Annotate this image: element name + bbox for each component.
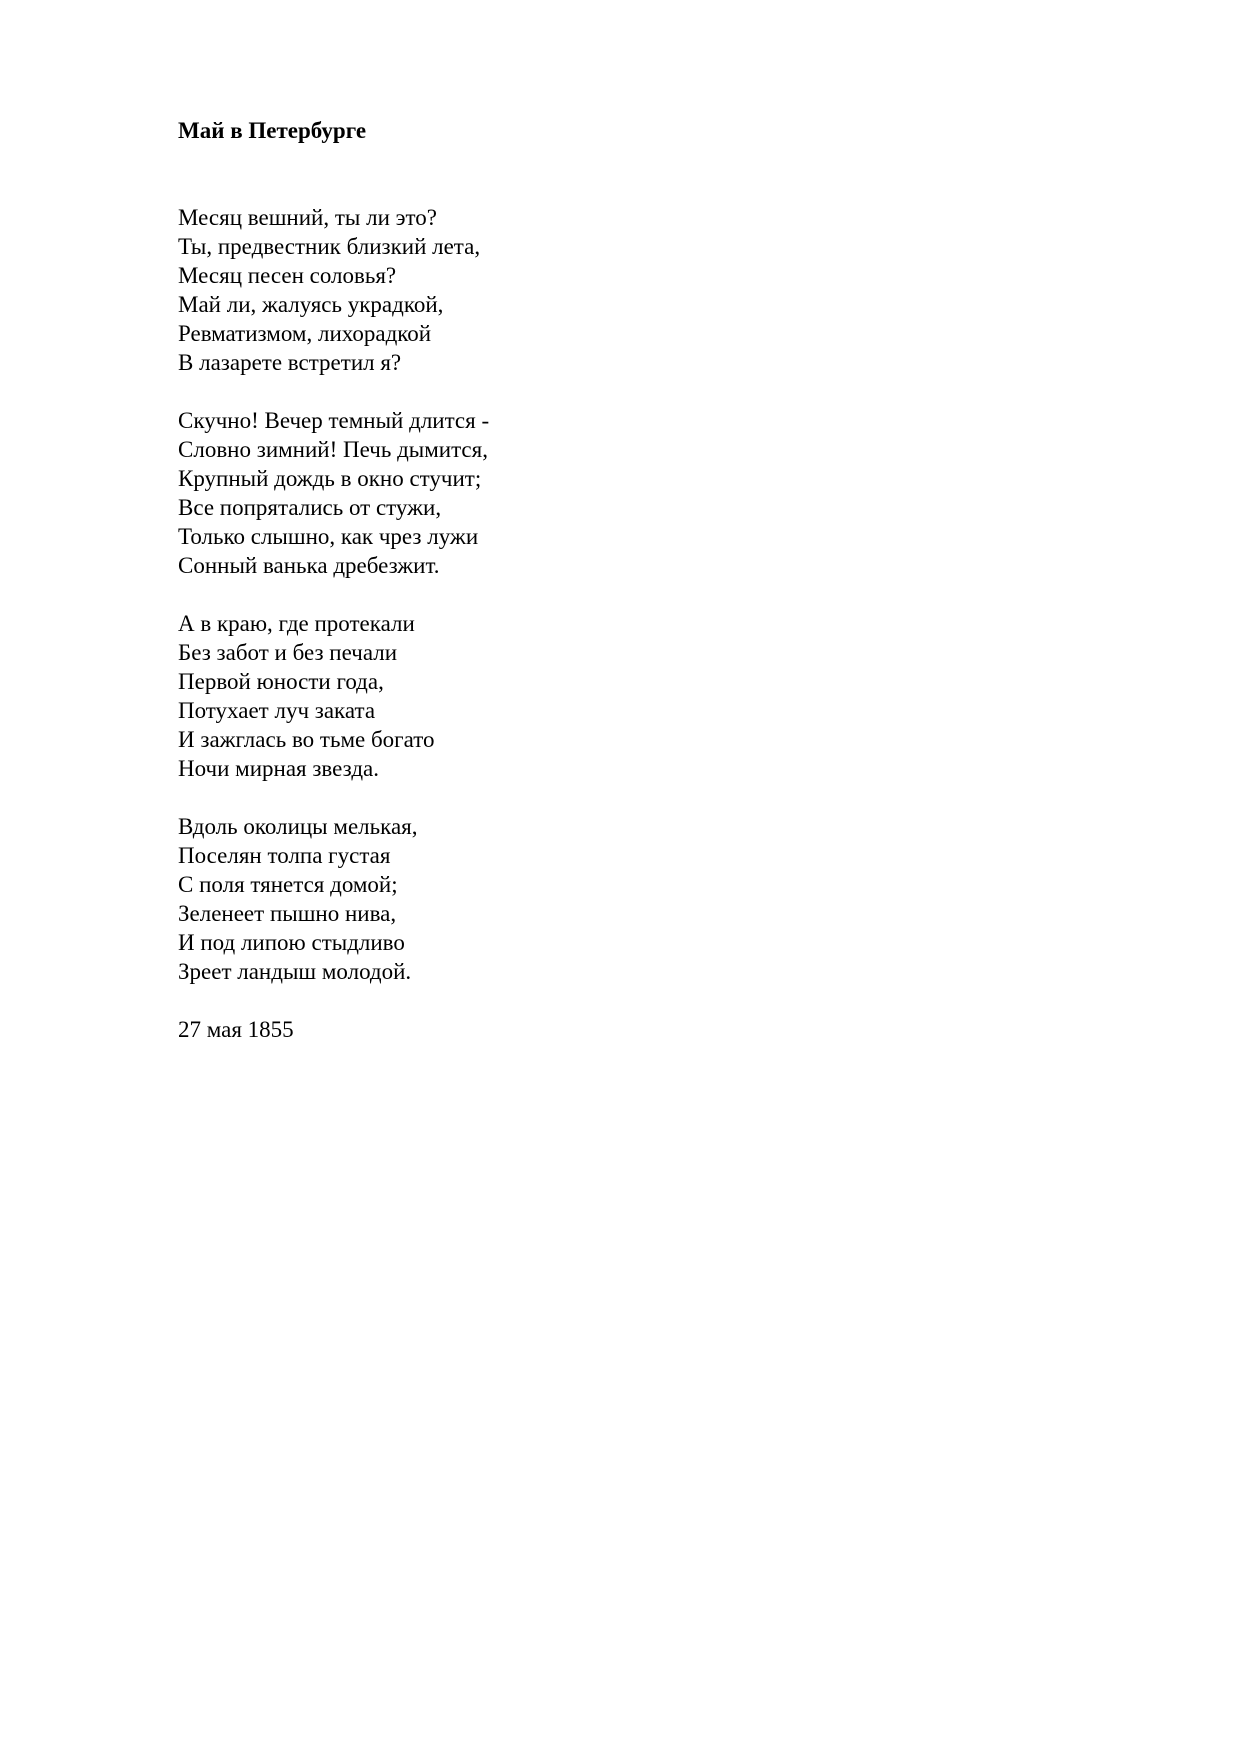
poem-date: 27 мая 1855	[178, 1017, 294, 1042]
poem-line: Зреет ландыш молодой.	[178, 959, 412, 984]
poem-title: Май в Петербурге	[178, 118, 367, 143]
stanza-3	[178, 609, 1078, 783]
poem-line: Словно зимний! Печь дымится,	[178, 437, 488, 462]
poem-line: Поселян толпа густая	[178, 843, 391, 868]
poem-line: Ночи мирная звезда.	[178, 756, 379, 781]
poem-line: Скучно! Вечер темный длится -	[178, 408, 490, 433]
poem-line: Месяц вешний, ты ли это?	[178, 205, 437, 230]
poem-line: И зажглась во тьме богато	[178, 727, 435, 752]
poem-line: Только слышно, как чрез лужи	[178, 524, 479, 549]
poem-line: Без забот и без печали	[178, 640, 398, 665]
poem-line: Зеленеет пышно нива,	[178, 901, 397, 926]
poem-line: Ты, предвестник близкий лета,	[178, 234, 481, 259]
poem-line: Вдоль околицы мелькая,	[178, 814, 418, 839]
poem-line: И под липою стыдливо	[178, 930, 405, 955]
poem-line: Май ли, жалуясь украдкой,	[178, 292, 444, 317]
poem-line: С поля тянется домой;	[178, 872, 398, 897]
stanza-2	[178, 406, 1078, 580]
poem-line: Крупный дождь в окно стучит;	[178, 466, 482, 491]
poem-line: Все попрятались от стужи,	[178, 495, 442, 520]
poem-line: Сонный ванька дребезжит.	[178, 553, 440, 578]
stanza-4	[178, 812, 1078, 986]
poem-line: Ревматизмом, лихорадкой	[178, 321, 432, 346]
poem-line: Первой юности года,	[178, 669, 384, 694]
stanza-1	[178, 203, 1078, 377]
poem-line: В лазарете встретил я?	[178, 350, 402, 375]
poem-line: Потухает луч заката	[178, 698, 376, 723]
document-content	[178, 116, 1078, 1044]
poem-line: Месяц песен соловья?	[178, 263, 397, 288]
poem-line: А в краю, где протекали	[178, 611, 415, 636]
poem-body	[178, 203, 1078, 1044]
